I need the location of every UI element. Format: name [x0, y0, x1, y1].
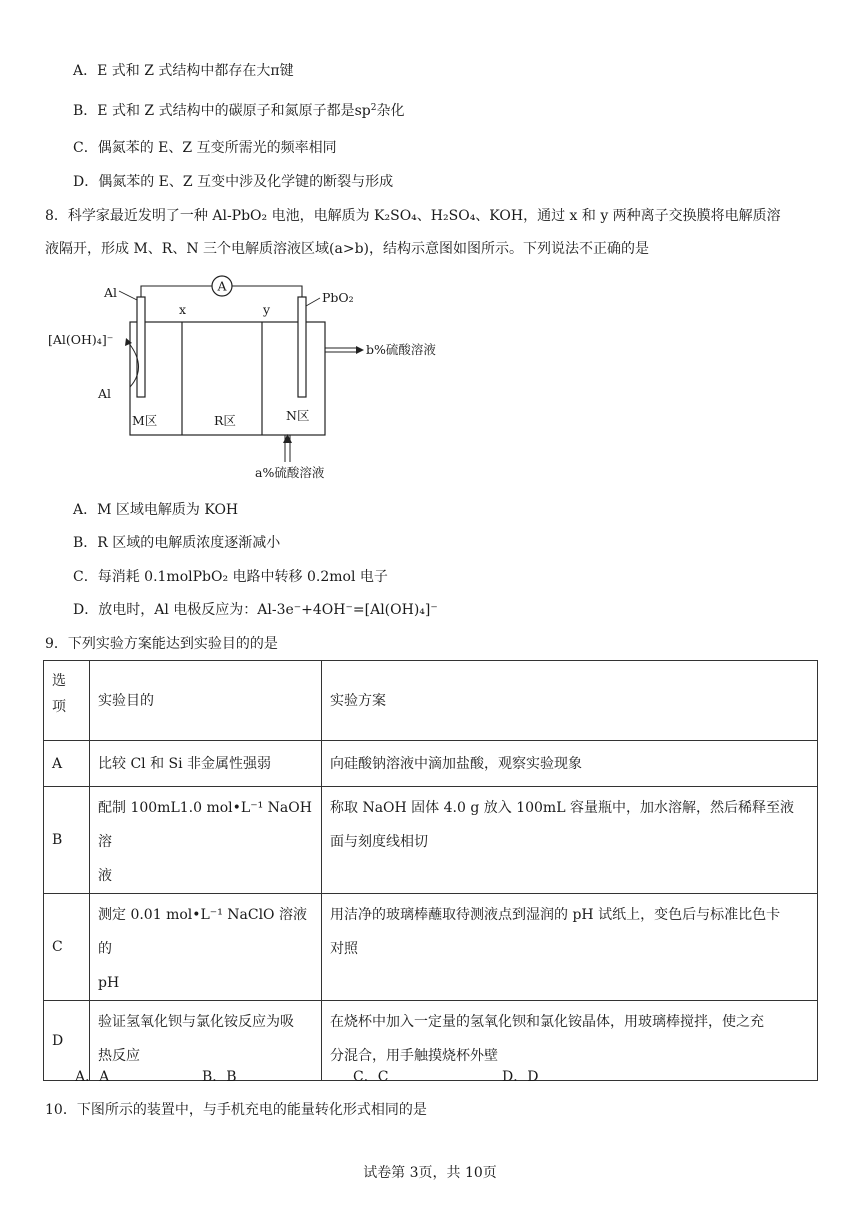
- zone-m-label: M区: [132, 413, 158, 428]
- left-wire: [141, 286, 212, 297]
- row-a-plan: 向硅酸钠溶液中滴加盐酸，观察实验现象: [322, 741, 818, 787]
- q7-option-c: C．偶氮苯的 E、Z 互变所需光的频率相同: [73, 140, 337, 156]
- q9-answer-d: D．D: [502, 1069, 539, 1085]
- header-goal: 实验目的: [90, 661, 322, 741]
- table-row: [44, 787, 818, 894]
- row-b-plan: 称取 NaOH 固体 4.0 g 放入 100mL 容量瓶中，加水溶解，然后稀释至液 面与刻度线相切: [322, 787, 818, 894]
- pbo2-pointer: [306, 298, 320, 306]
- ammeter-label: A: [217, 278, 227, 294]
- row-c-plan: 用洁净的玻璃棒蘸取待测液点到湿润的 pH 试纸上，变色后与标准比色卡 对照: [322, 894, 818, 1001]
- q9-answer-c: C．C: [353, 1069, 389, 1085]
- row-a-key: A: [44, 741, 90, 787]
- al-top-label: Al: [104, 285, 118, 300]
- q7-option-a: A．E 式和 Z 式结构中都存在大π键: [73, 63, 294, 79]
- outlet-label: b%硫酸溶液: [366, 342, 436, 357]
- membrane-y-label: y: [263, 302, 271, 317]
- ion-label: [Al(OH)₄]⁻: [48, 332, 114, 347]
- q10-stem: 10．下图所示的装置中，与手机充电的能量转化形式相同的是: [45, 1102, 427, 1118]
- q7-option-b: B．E 式和 Z 式结构中的碳原子和氮原子都是$sp^2$杂化: [73, 103, 405, 119]
- row-c-key: C: [44, 894, 90, 1001]
- q8-stem-line2: 液隔开，形成 M、R、N 三个电解质溶液区域(a>b)，结构示意图如图所示。下列说法不正确的是: [45, 241, 649, 257]
- table-header-row: [44, 661, 818, 741]
- pbo2-electrode: [298, 297, 306, 397]
- header-option: 选项: [44, 661, 90, 741]
- experiment-table: [43, 660, 818, 1081]
- outlet-arrow-icon: [356, 346, 364, 354]
- al-pointer: [119, 291, 137, 300]
- al-bottom-label: Al: [98, 386, 112, 401]
- q8-option-b: B．R 区域的电解质浓度逐渐减小: [73, 535, 281, 551]
- row-c-goal: 测定 0.01 mol•L⁻¹ NaClO 溶液的 pH: [90, 894, 322, 1001]
- right-wire: [232, 286, 302, 297]
- q9-stem: 9．下列实验方案能达到实验目的的是: [45, 636, 278, 652]
- table-row: [44, 741, 818, 787]
- page-footer: 试卷第 3页，共 10页: [363, 1165, 497, 1181]
- table-row: [44, 1001, 818, 1081]
- ion-arrow-head: [125, 338, 132, 346]
- row-d-goal: 验证氢氧化钡与氯化铵反应为吸 热反应: [90, 1001, 322, 1081]
- zone-r-label: R区: [214, 413, 236, 428]
- q9-answer-b: B．B: [202, 1069, 237, 1085]
- membrane-x-label: x: [179, 302, 187, 317]
- header-plan: 实验方案: [322, 661, 818, 741]
- inlet-label: a%硫酸溶液: [255, 465, 325, 480]
- q8-option-c: C．每消耗 0.1molPbO₂ 电路中转移 0.2mol 电子: [73, 569, 388, 585]
- row-d-plan: 在烧杯中加入一定量的氢氧化钡和氯化铵晶体，用玻璃棒搅拌，使之充 分混合，用手触摸烧杯外壁: [322, 1001, 818, 1081]
- row-b-goal: 配制 100mL1.0 mol•L⁻¹ NaOH 溶 液: [90, 787, 322, 894]
- pbo2-label: PbO₂: [322, 290, 354, 305]
- table-row: [44, 894, 818, 1001]
- row-b-key: B: [44, 787, 90, 894]
- q9-answer-a: A．A: [75, 1069, 110, 1085]
- zone-n-label: N区: [286, 408, 310, 423]
- q8-stem-line1: 8．科学家最近发明了一种 Al-PbO₂ 电池，电解质为 K₂SO₄、H₂SO₄、KOH，通过 x 和 y 两种离子交换膜将电解质溶: [45, 208, 781, 224]
- q8-option-a: A．M 区域电解质为 KOH: [73, 502, 239, 518]
- q7-option-d: D．偶氮苯的 E、Z 互变中涉及化学键的断裂与形成: [73, 174, 394, 190]
- q8-option-d: D．放电时，Al 电极反应为：Al-3e⁻+4OH⁻=[Al(OH)₄]⁻: [73, 602, 438, 618]
- row-a-goal: 比较 Cl 和 Si 非金属性强弱: [90, 741, 322, 787]
- row-d-key: D: [44, 1001, 90, 1081]
- battery-diagram: [48, 272, 470, 487]
- al-electrode: [137, 297, 145, 397]
